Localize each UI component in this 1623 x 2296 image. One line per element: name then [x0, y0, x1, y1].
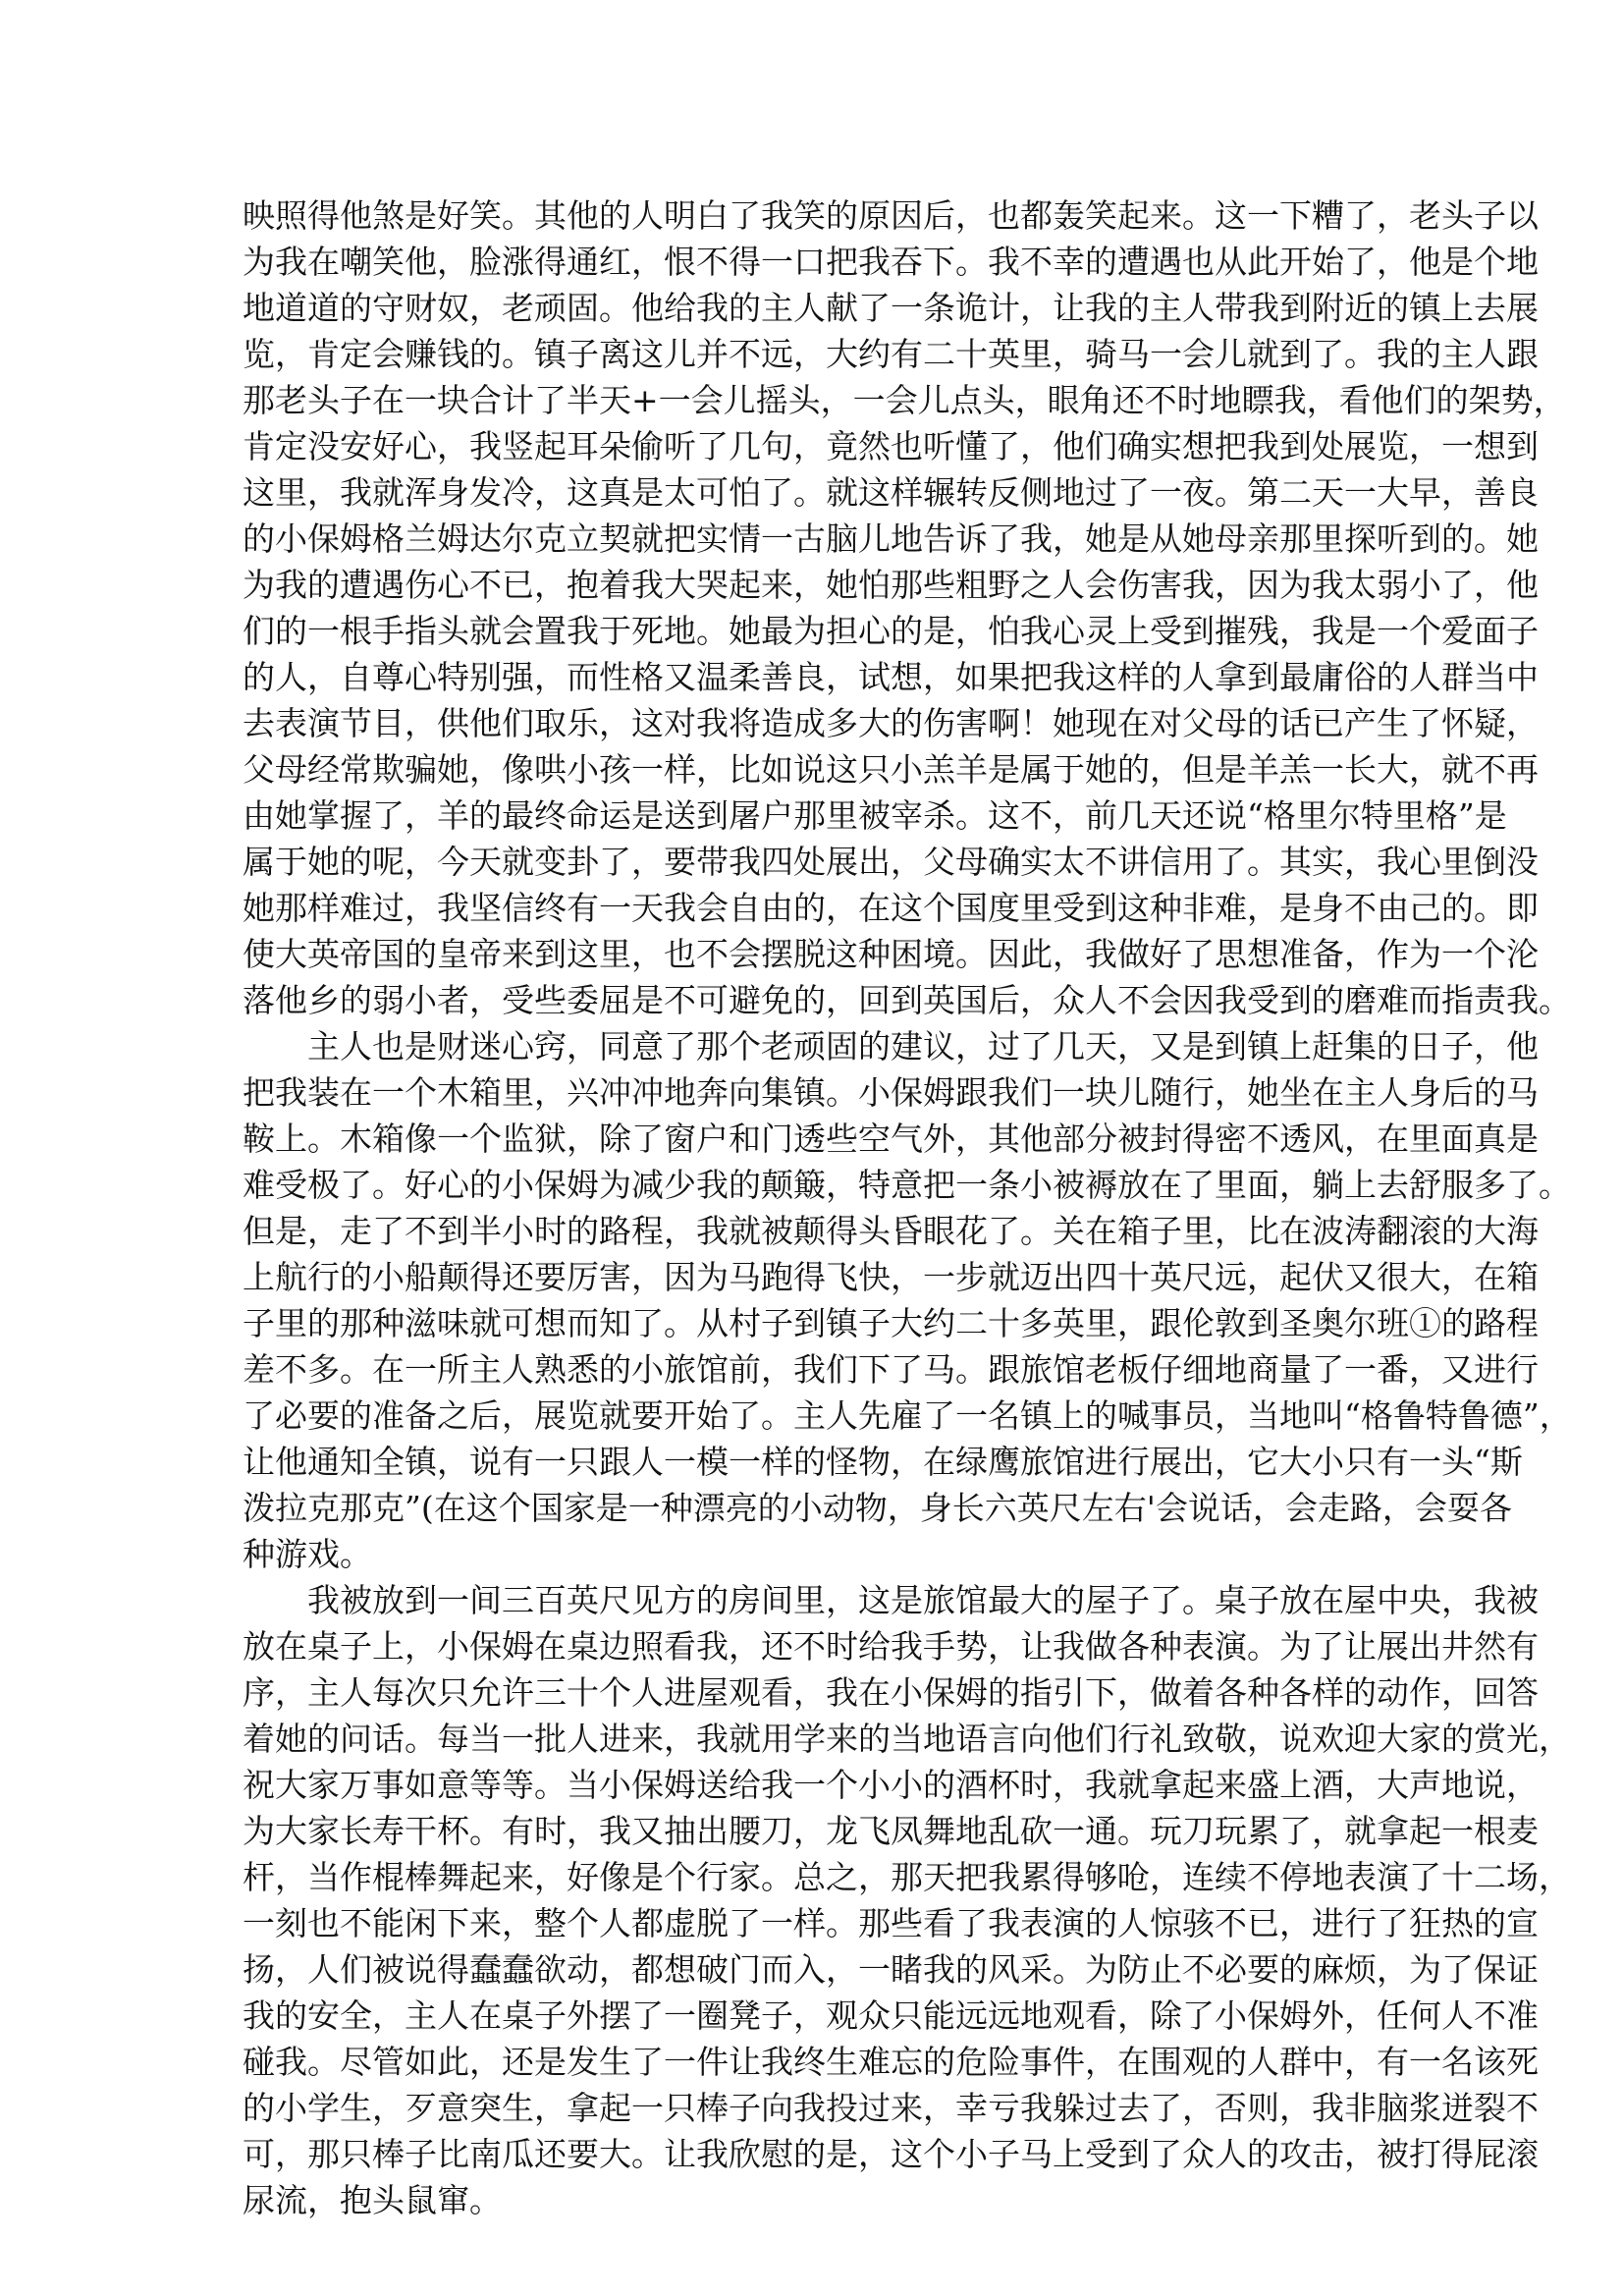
text-line: 我被放到一间三百英尺见方的房间里，这是旅馆最大的屋子了。桌子放在屋中央，我被 — [307, 1581, 1539, 1619]
text-line: 种游戏。 — [243, 1535, 372, 1573]
text-line: 可，那只棒子比南瓜还要大。让我欣慰的是，这个小子马上受到了众人的攻击，被打得屁滚 — [243, 2135, 1539, 2173]
text-line: 为我在嘲笑他，脸涨得通红，恨不得一口把我吞下。我不幸的遭遇也从此开始了，他是个地 — [243, 243, 1539, 281]
text-line: 的小保姆格兰姆达尔克立契就把实情一古脑儿地告诉了我，她是从她母亲那里探听到的。她 — [243, 519, 1539, 558]
text-line: 主人也是财迷心窍，同意了那个老顽固的建议，过了几天，又是到镇上赶集的日子，他 — [307, 1027, 1539, 1066]
text-line: 了必要的准备之后，展览就要开始了。主人先雇了一名镇上的喊事员，当地叫“格鲁特鲁德”， — [243, 1396, 1572, 1435]
paragraph-3 — [243, 1577, 1571, 2223]
text-line: 使大英帝国的皇帝来到这里，也不会摆脱这种困境。因此，我做好了思想准备，作为一个沦 — [243, 935, 1539, 973]
text-line: 地道道的守财奴，老顽固。他给我的主人献了一条诡计，让我的主人带我到附近的镇上去展 — [243, 289, 1539, 327]
text-line: 祝大家万事如意等等。当小保姆送给我一个小小的酒杯时，我就拿起来盛上酒，大声地说， — [243, 1766, 1539, 1804]
text-line: 一刻也不能闲下来，整个人都虚脱了一样。那些看了我表演的人惊骇不已，进行了狂热的宣 — [243, 1904, 1539, 1942]
text-line: 览，肯定会赚钱的。镇子离这儿并不远，大约有二十英里，骑马一会儿就到了。我的主人跟 — [243, 335, 1539, 373]
text-line: 但是，走了不到半小时的路程，我就被颠得头昏眼花了。关在箱子里，比在波涛翻滚的大海 — [243, 1212, 1539, 1250]
text-line: 让他通知全镇，说有一只跟人一模一样的怪物，在绿鹰旅馆进行展出，它大小只有一头“斯 — [243, 1443, 1523, 1481]
paragraph-2 — [243, 1023, 1572, 1577]
document-page — [243, 192, 1572, 2223]
text-line: 去表演节目，供他们取乐，这对我将造成多大的伤害啊！她现在对父母的话已产生了怀疑， — [243, 704, 1539, 742]
text-line: 的小学生，歹意突生，拿起一只棒子向我投过来，幸亏我躲过去了，否则，我非脑浆迸裂不 — [243, 2089, 1539, 2127]
text-line: 的人，自尊心特别强，而性格又温柔善良，试想，如果把我这样的人拿到最庸俗的人群当中 — [243, 658, 1539, 696]
text-line: 父母经常欺骗她，像哄小孩一样，比如说这只小羔羊是属于她的，但是羊羔一长大，就不再 — [243, 750, 1539, 789]
text-line: 尿流，抱头鼠窜。 — [243, 2181, 502, 2219]
text-line: 属于她的呢，今天就变卦了，要带我四处展出，父母确实太不讲信用了。其实，我心里倒没 — [243, 843, 1539, 881]
text-line: 扬，人们被说得蠢蠢欲动，都想破门而入，一睹我的风采。为防止不必要的麻烦，为了保证 — [243, 1950, 1539, 1989]
text-line: 们的一根手指头就会置我于死地。她最为担心的是，怕我心灵上受到摧残，我是一个爱面子 — [243, 612, 1539, 650]
text-line: 为大家长寿干杯。有时，我又抽出腰刀，龙飞凤舞地乱砍一通。玩刀玩累了，就拿起一根麦 — [243, 1812, 1539, 1850]
text-line: 序，主人每次只允许三十个人进屋观看，我在小保姆的指引下，做着各种各样的动作，回答 — [243, 1673, 1539, 1712]
text-line: 难受极了。好心的小保姆为减少我的颠簸，特意把一条小被褥放在了里面，躺上去舒服多了。 — [243, 1166, 1571, 1204]
text-line: 那老头子在一块合计了半天+一会儿摇头，一会儿点头，眼角还不时地瞟我，看他们的架势， — [243, 381, 1566, 419]
text-line: 肯定没安好心，我竖起耳朵偷听了几句，竟然也听懂了，他们确实想把我到处展览，一想到 — [243, 427, 1539, 465]
text-line: 碰我。尽管如此，还是发生了一件让我终生难忘的危险事件，在围观的人群中，有一名该死 — [243, 2043, 1539, 2081]
paragraph-1 — [243, 192, 1571, 1023]
text-line: 这里，我就浑身发冷，这真是太可怕了。就这样辗转反侧地过了一夜。第二天一大早，善良 — [243, 473, 1539, 512]
text-line: 由她掌握了，羊的最终命运是送到屠户那里被宰杀。这不，前几天还说“格里尔特里格”是 — [243, 796, 1507, 835]
text-line: 鞍上。木箱像一个监狱，除了窗户和门透些空气外，其他部分被封得密不透风，在里面真是 — [243, 1120, 1539, 1158]
text-line: 映照得他煞是好笑。其他的人明白了我笑的原因后，也都轰笑起来。这一下糟了，老头子以 — [243, 196, 1539, 235]
text-line: 杆，当作棍棒舞起来，好像是个行家。总之，那天把我累得够呛，连续不停地表演了十二场， — [243, 1858, 1571, 1896]
text-line: 我的安全，主人在桌子外摆了一圈凳子，观众只能远远地观看，除了小保姆外，任何人不准 — [243, 1996, 1539, 2035]
text-line: 放在桌子上，小保姆在桌边照看我，还不时给我手势，让我做各种表演。为了让展出井然有 — [243, 1627, 1539, 1666]
text-line: 落他乡的弱小者，受些委屈是不可避免的，回到英国后，众人不会因我受到的磨难而指责我。 — [243, 981, 1571, 1019]
text-line: 子里的那种滋味就可想而知了。从村子到镇子大约二十多英里，跟伦敦到圣奥尔班①的路程 — [243, 1304, 1539, 1342]
text-line: 差不多。在一所主人熟悉的小旅馆前，我们下了马。跟旅馆老板仔细地商量了一番，又进行 — [243, 1350, 1539, 1389]
text-line: 上航行的小船颠得还要厉害，因为马跑得飞快，一步就迈出四十英尺远，起伏又很大，在箱 — [243, 1258, 1539, 1296]
text-line: 着她的问话。每当一批人进来，我就用学来的当地语言向他们行礼致敬，说欢迎大家的赏光， — [243, 1720, 1571, 1758]
text-line: 她那样难过，我坚信终有一天我会自由的，在这个国度里受到这种非难，是身不由己的。即 — [243, 889, 1539, 927]
text-line: 把我装在一个木箱里，兴冲冲地奔向集镇。小保姆跟我们一块儿随行，她坐在主人身后的马 — [243, 1073, 1539, 1112]
text-line: 泼拉克那克”(在这个国家是一种漂亮的小动物，身长六英尺左右'会说话，会走路，会耍各 — [243, 1489, 1512, 1527]
text-line: 为我的遭遇伤心不已，抱着我大哭起来，她怕那些粗野之人会伤害我，因为我太弱小了，他 — [243, 566, 1539, 604]
